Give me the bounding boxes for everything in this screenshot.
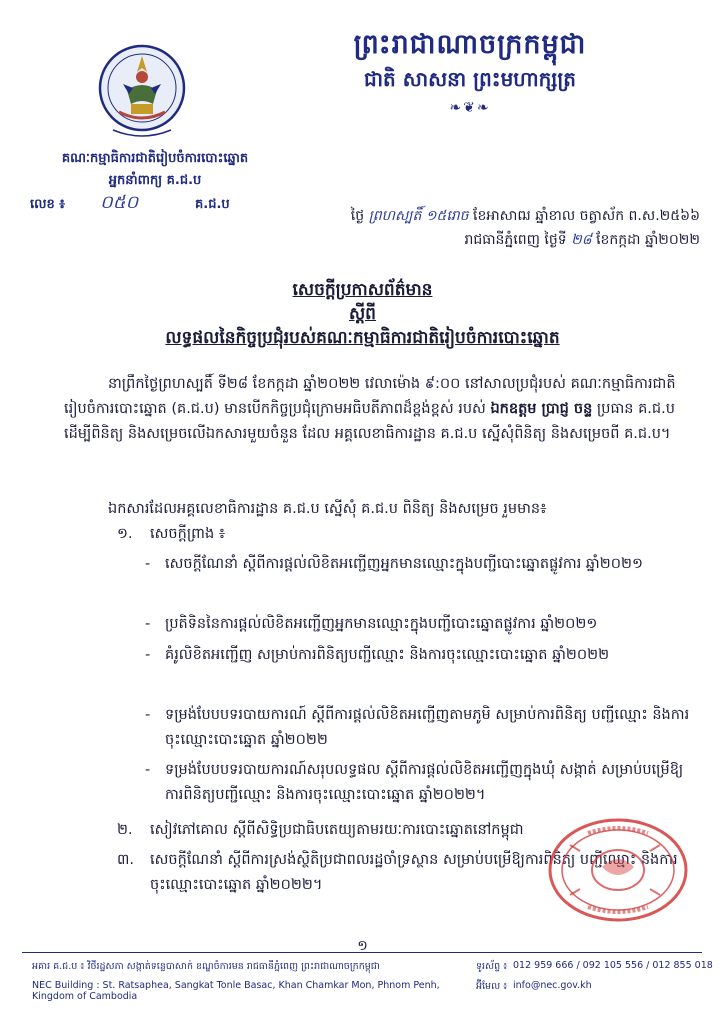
page-number: ១ (357, 938, 368, 954)
solar-date-prefix: រាជធានីភ្នំពេញ ថ្ងៃទី (464, 232, 567, 248)
footer-phone-label: ទូរស័ព្ទ ៖ (476, 961, 508, 972)
footer-phone: 012 959 666 / 092 105 556 / 012 855 018 (513, 960, 713, 971)
organization-name: គណៈកម្មាធិការជាតិរៀបចំការបោះឆ្នោត (61, 151, 249, 166)
header-ornament: ❧❦❧ (449, 100, 491, 116)
bullet-dash: - (145, 762, 151, 778)
item-3-text: សេចក្តីណែនាំ ស្តីពីការស្រង់ស្ថិតិប្រជាពលរដ្ឋចាំទ្រស្ថាន សម្រាប់បម្រើឱ្យការពិនិត្យ បញ្ជីឈ្មោះ និងការចុះឈ្មោះបោះឆ្នោត ឆ្នាំ២០២២។ (150, 852, 678, 893)
footer-address-en: NEC Building : St. Ratsaphea, Sangkat Tonle Basac, Khan Chamkar Mon, Phnom Penh, Kingdom of Cambodia (32, 980, 440, 1002)
footer-address-km: អគារ គ.ជ.ប ៖ វិថីរដ្ឋសភា សង្កាត់ទន្លេបាសាក់ ខណ្ឌចំការមន រាជធានីភ្នំពេញ ព្រះរាជាណាចក្រកម្ពុជា (32, 961, 380, 972)
reference-number: ០៥០ (100, 192, 139, 213)
nec-emblem-icon (97, 42, 187, 142)
documents-paragraph: ឯកសារដែលអគ្គលេខាធិការដ្ឋាន គ.ជ.ប ស្នើសុំ គ.ជ.ប ពិនិត្យ និងសម្រេច រួមមាន៖ (108, 501, 547, 517)
item-3-label: ៣. (117, 852, 134, 868)
document-subtitle-about: ស្តីពី (349, 304, 376, 324)
intro-paragraph-start: នាព្រឹកថ្ងៃព្រហស្បតិ៍ ទី២៨ ខែកក្កដា ឆ្នាំ២០២២ វេលាម៉ោង ៩:០០ នៅសាលប្រជុំរបស់ គណៈកម្មាធិការជាតិរៀបចំការបោះឆ្នោត (គ.ជ.ប) មានបើកកិច្ចប្រជុំក្រោមអធិបតីភាពដ៏ខ្ពង់ខ្ពស់ របស់ (64, 376, 676, 417)
bullet-item: សេចក្តីណែនាំ ស្តីពីការផ្តល់លិខិតអញ្ជើញអ្នកមានឈ្មោះក្នុងបញ្ជីបោះឆ្នោតផ្លូវការ ឆ្នាំ២០២១ (165, 556, 643, 572)
bullet-item: ទម្រង់បែបបទរបាយការណ៍ ស្តីពីការផ្តល់លិខិតអញ្ជើញតាមភូមិ សម្រាប់ការពិនិត្យ បញ្ជីឈ្មោះ និងការចុះឈ្មោះបោះឆ្នោត ឆ្នាំ២០២២ (165, 707, 690, 748)
item-1-label: ១. (117, 526, 133, 542)
footer-email[interactable]: info@nec.gov.kh (513, 980, 592, 991)
reference-org: គ.ជ.ប (195, 197, 230, 212)
kingdom-title: ព្រះរាជាណាចក្រកម្ពុជា (353, 29, 587, 60)
bullet-item: ប្រតិទិននៃការផ្តល់លិខិតអញ្ជើញអ្នកមានឈ្មោះក្នុងបញ្ជីបោះឆ្នោតផ្លូវការ ឆ្នាំ២០២១ (165, 616, 598, 632)
reference-label: លេខ ៖ (30, 197, 65, 212)
document-subject: លទ្ធផលនៃកិច្ចប្រជុំរបស់គណៈកម្មាធិការជាតិរៀបចំការបោះឆ្នោត (165, 328, 560, 348)
bullet-item: គំរូលិខិតអញ្ជើញ សម្រាប់ការពិនិត្យបញ្ជីឈ្មោះ និងការចុះឈ្មោះបោះឆ្នោត ឆ្នាំ២០២២ (165, 647, 610, 663)
intro-paragraph (64, 372, 682, 447)
document-title: សេចក្តីប្រកាសព័ត៌មាន (292, 280, 433, 300)
national-motto: ជាតិ សាសនា ព្រះមហាក្សត្រ (364, 67, 576, 91)
item-2-text: សៀវភៅគោល ស្តីពីសិទ្ធិប្រជាធិបតេយ្យតាមរយៈការបោះឆ្នោតនៅកម្ពុជា (150, 822, 524, 838)
item-1-text: សេចក្តីព្រាង ៖ (150, 526, 226, 542)
spokesperson-label: អ្នកនាំពាក្យ គ.ជ.ប (108, 173, 202, 188)
item-2-label: ២. (117, 822, 133, 838)
bullet-dash: - (145, 616, 151, 632)
lunar-date-suffix: ខែអាសាឍ ឆ្នាំខាល ចត្វាស័ក ព.ស.២៥៦៦ (473, 208, 700, 224)
bullet-item: ទម្រង់បែបបទរបាយការណ៍សរុបលទ្ធផល ស្តីពីការផ្តល់លិខិតអញ្ជើញក្នុងឃុំ សង្កាត់ សម្រាប់បម្រើឱ្យការពិនិត្យបញ្ជីឈ្មោះ និងការចុះឈ្មោះបោះឆ្នោត ឆ្នាំ២០២២។ (165, 762, 684, 803)
lunar-date-prefix: ថ្ងៃ (350, 208, 365, 224)
bullet-dash: - (145, 707, 151, 723)
chairman-name: ឯកឧត្តម ប្រាជ្ញ ចន្ទ (490, 401, 593, 417)
footer-email-label: អ៊ីមែល ៖ (476, 981, 508, 992)
solar-date (300, 230, 700, 251)
solar-date-suffix: ខែកក្កដា ឆ្នាំ២០២២ (596, 232, 700, 248)
intro-paragraph-end: ប្រធាន គ.ជ.ប ដើម្បីពិនិត្យ និងសម្រេចលើឯកសារមួយចំនួន ដែល អគ្គលេខាធិការដ្ឋាន គ.ជ.ប ស្នើសុំពិនិត្យ និងសម្រេចពី គ.ជ.ប។ (64, 401, 675, 442)
solar-date-handwritten: ២៨ (571, 232, 592, 248)
lunar-date (300, 206, 700, 227)
footer-divider (22, 952, 702, 953)
bullet-dash: - (145, 647, 151, 663)
official-seal-icon (540, 815, 690, 925)
bullet-dash: - (145, 556, 151, 572)
lunar-date-handwritten: ព្រហស្បតិ៍ ១៥រោច (368, 208, 469, 224)
